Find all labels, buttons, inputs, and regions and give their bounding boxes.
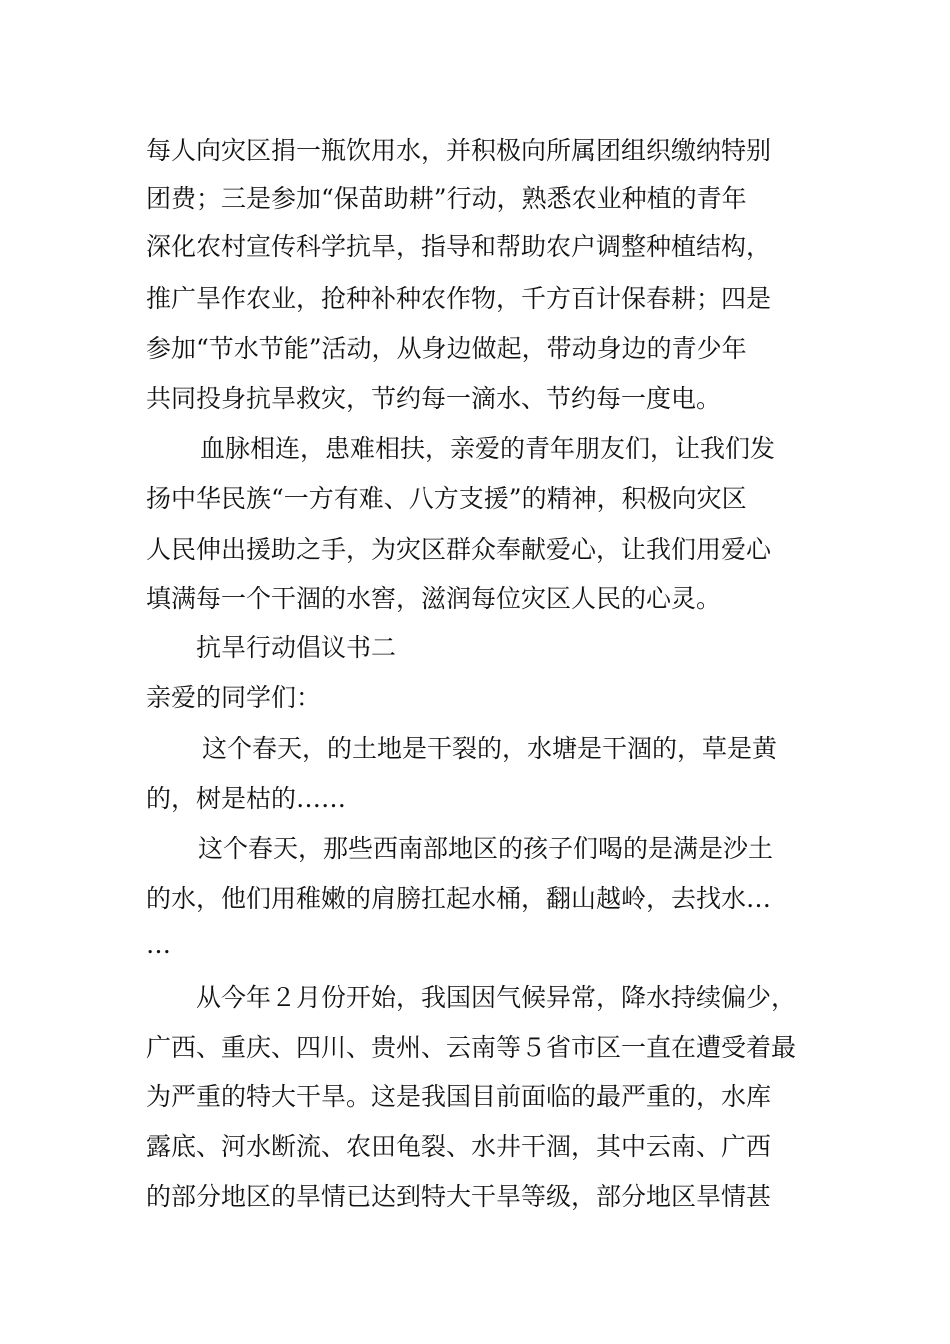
text-line: 推广旱作农业，抢种补种农作物，千方百计保春耕；四是 — [146, 284, 772, 313]
paragraph-first-line: 从今年２月份开始，我国因气候异常，降水持续偏少， — [196, 983, 797, 1012]
text-line: 填满每一个干涸的水窖，滋润每位灾区人民的心灵。 — [146, 584, 722, 613]
text-line: 露底、河水断流、农田龟裂、水井干涸，其中云南、广西 — [146, 1132, 772, 1161]
paragraph-first-line: 这个春天，的土地是干裂的，水塘是干涸的，草是黄 — [202, 734, 778, 763]
salutation: 亲爱的同学们： — [146, 683, 322, 712]
text-line: 的，树是枯的…… — [146, 784, 347, 813]
text-line: 的部分地区的旱情已达到特大干旱等级，部分地区旱情甚 — [146, 1182, 772, 1211]
paragraph-first-line: 血脉相连，患难相扶，亲爱的青年朋友们，让我们发 — [200, 434, 776, 463]
text-line: 深化农村宣传科学抗旱，指导和帮助农户调整种植结构， — [146, 232, 772, 261]
text-line: 每人向灾区捐一瓶饮用水，并积极向所属团组织缴纳特别 — [146, 136, 772, 165]
text-line: 共同投身抗旱救灾，节约每一滴水、节约每一度电。 — [146, 384, 722, 413]
section-heading: 抗旱行动倡议书二 — [196, 633, 397, 662]
text-line: 广西、重庆、四川、贵州、云南等５省市区一直在遭受着最 — [146, 1033, 797, 1062]
text-line: 人民伸出援助之手，为灾区群众奉献爱心，让我们用爱心 — [146, 535, 772, 564]
text-line: 团费；三是参加“保苗助耕”行动，熟悉农业种植的青年 — [146, 184, 747, 213]
text-line: 扬中华民族“一方有难、八方支援”的精神，积极向灾区 — [146, 484, 747, 513]
text-line: … — [146, 930, 171, 959]
paragraph-first-line: 这个春天，那些西南部地区的孩子们喝的是满是沙土 — [198, 834, 774, 863]
text-line: 的水，他们用稚嫩的肩膀扛起水桶，翻山越岭，去找水… — [146, 884, 772, 913]
text-line: 参加“节水节能”活动，从身边做起，带动身边的青少年 — [146, 334, 747, 363]
text-line: 为严重的特大干旱。这是我国目前面临的最严重的，水库 — [146, 1082, 772, 1111]
